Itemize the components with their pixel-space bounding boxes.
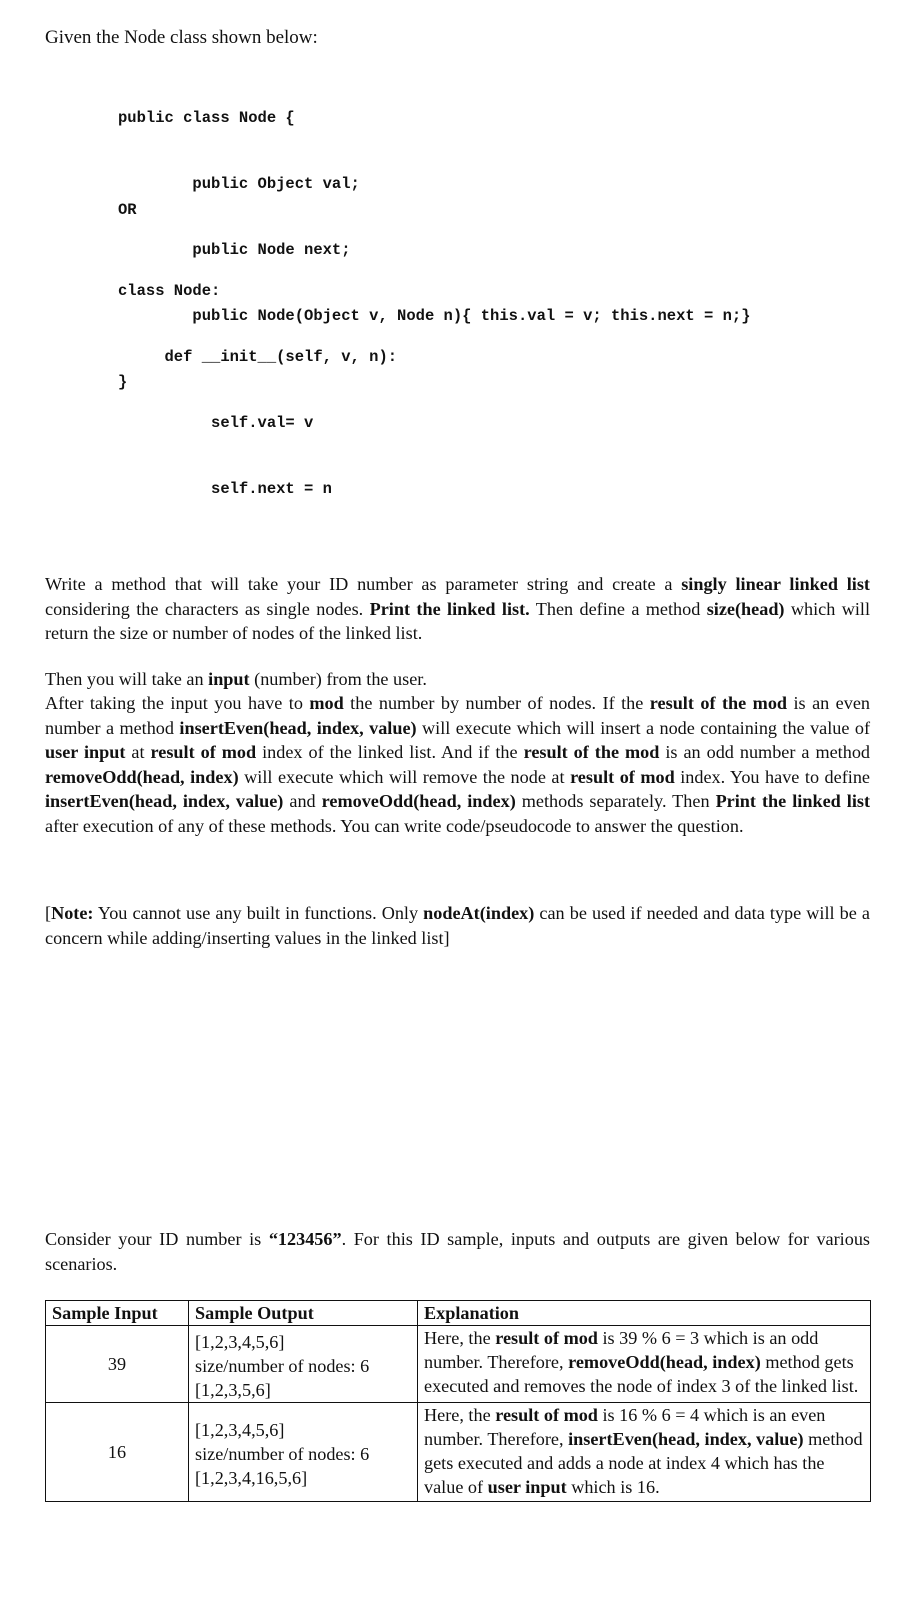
code-line: public class Node {	[118, 109, 295, 127]
sample-input-cell: 39	[46, 1326, 189, 1403]
code-line: public Node next;	[118, 241, 351, 259]
bold-text: mod	[309, 693, 344, 713]
bold-text: insertEven(head, index, value)	[568, 1429, 804, 1449]
bold-text: user input	[45, 742, 126, 762]
text: . For this ID sample, inputs and outputs are given below for various scenarios.	[45, 1229, 870, 1274]
text: method gets executed and removes the node of index 3 of the linked list.	[424, 1352, 859, 1396]
code-line: self.val= v	[118, 414, 314, 432]
text: You cannot use any built in functions. Only	[93, 903, 424, 923]
text: methods separately. Then	[515, 791, 716, 811]
text: Then define a method	[529, 598, 707, 619]
text: is an odd number a method	[659, 742, 871, 762]
bold-text: size(head)	[706, 598, 785, 619]
bold-text: Print the linked list	[715, 791, 871, 811]
bold-text: Print the linked list.	[369, 598, 530, 619]
output-line: [1,2,3,4,16,5,6]	[195, 1468, 308, 1488]
text: Then you will take an	[45, 669, 209, 689]
consider-paragraph	[45, 1227, 870, 1276]
code-line: public Object val;	[118, 175, 360, 193]
bold-text: nodeAt(index)	[423, 903, 535, 923]
bold-text: removeOdd(head, index)	[45, 766, 239, 787]
text: Here, the	[424, 1328, 496, 1348]
text: is 39 % 6 = 3 which is an odd number. Therefore,	[424, 1328, 819, 1372]
bold-text: input	[208, 669, 250, 689]
text: can be used if needed and data type will be a concern while adding/inserting values in the linked list]	[45, 903, 870, 948]
bold-text: Note:	[51, 903, 94, 923]
code-line: class Node:	[118, 282, 221, 300]
or-label: OR	[118, 201, 137, 219]
column-header: Sample Output	[189, 1301, 418, 1326]
note-paragraph	[45, 901, 870, 950]
explanation-cell	[418, 1326, 871, 1403]
bold-text: result of mod	[570, 766, 675, 787]
sample-input-cell: 16	[46, 1403, 189, 1502]
text: index. You have to define	[674, 766, 870, 787]
text: After taking the input you have to	[45, 693, 310, 713]
bold-text: result of mod	[495, 1328, 598, 1348]
text: is 16 % 6 = 4 which is an even number. Therefore,	[424, 1405, 826, 1449]
table-row	[46, 1326, 871, 1403]
bold-text: result of the mod	[649, 693, 788, 713]
output-line: size/number of nodes: 6	[195, 1356, 370, 1376]
text: index of the linked list. And if the	[256, 742, 524, 762]
bold-text: removeOdd(head, index)	[321, 791, 516, 811]
sample-output-cell	[189, 1326, 418, 1403]
column-header: Explanation	[418, 1301, 871, 1326]
sample-table	[45, 1300, 871, 1502]
bold-text: result of the mod	[523, 742, 660, 762]
text: at	[125, 742, 151, 762]
output-line: [1,2,3,4,5,6]	[195, 1420, 285, 1440]
text: is an even number a method	[45, 693, 871, 738]
text: which will return the size or number of nodes of the linked list.	[45, 598, 870, 643]
text: will execute which will insert a node containing the value of	[416, 717, 871, 738]
text: after execution of any of these methods. You can write code/pseudocode to answer the question.	[45, 815, 744, 836]
code-line: def __init__(self, v, n):	[118, 348, 398, 366]
bold-text: removeOdd(head, index)	[568, 1352, 761, 1372]
bold-text: user input	[487, 1477, 567, 1497]
code-line: self.next = n	[118, 480, 332, 498]
bold-text: result of mod	[495, 1405, 598, 1425]
output-line: [1,2,3,5,6]	[195, 1380, 271, 1400]
mod-paragraph	[45, 691, 870, 838]
text: method gets executed and adds a node at index 4 which has the value of	[424, 1429, 863, 1497]
bold-text: insertEven(head, index, value)	[45, 791, 284, 811]
text: (number) from the user.	[249, 669, 427, 689]
input-paragraph	[45, 667, 870, 692]
text: the number by number of nodes. If the	[343, 693, 650, 713]
bold-text: singly linear linked list	[681, 574, 870, 594]
table-header-row	[46, 1301, 871, 1326]
code-line: public Node(Object v, Node n){ this.val = v; this.next = n;}	[118, 307, 751, 325]
text: will execute which will remove the node at	[238, 766, 571, 787]
text: which is 16.	[566, 1477, 660, 1497]
column-header: Sample Input	[46, 1301, 189, 1326]
sample-output-cell	[189, 1403, 418, 1502]
explanation-cell	[418, 1403, 871, 1502]
text: and	[283, 791, 322, 811]
text: Write a method that will take your ID number as parameter string and create a	[45, 574, 682, 594]
output-line: [1,2,3,4,5,6]	[195, 1332, 285, 1352]
task-paragraph	[45, 572, 870, 646]
text: Consider your ID number is	[45, 1229, 269, 1249]
text: Here, the	[424, 1405, 496, 1425]
text: considering the characters as single nodes.	[45, 598, 370, 619]
table-row	[46, 1403, 871, 1502]
bold-text: “123456”	[268, 1229, 342, 1249]
bold-text: result of mod	[150, 742, 257, 762]
python-code-block	[118, 236, 397, 522]
output-line: size/number of nodes: 6	[195, 1444, 370, 1464]
code-line: }	[118, 373, 128, 391]
bold-text: insertEven(head, index, value)	[179, 717, 417, 738]
intro-text: Given the Node class shown below:	[45, 27, 318, 48]
text: [	[45, 903, 52, 923]
